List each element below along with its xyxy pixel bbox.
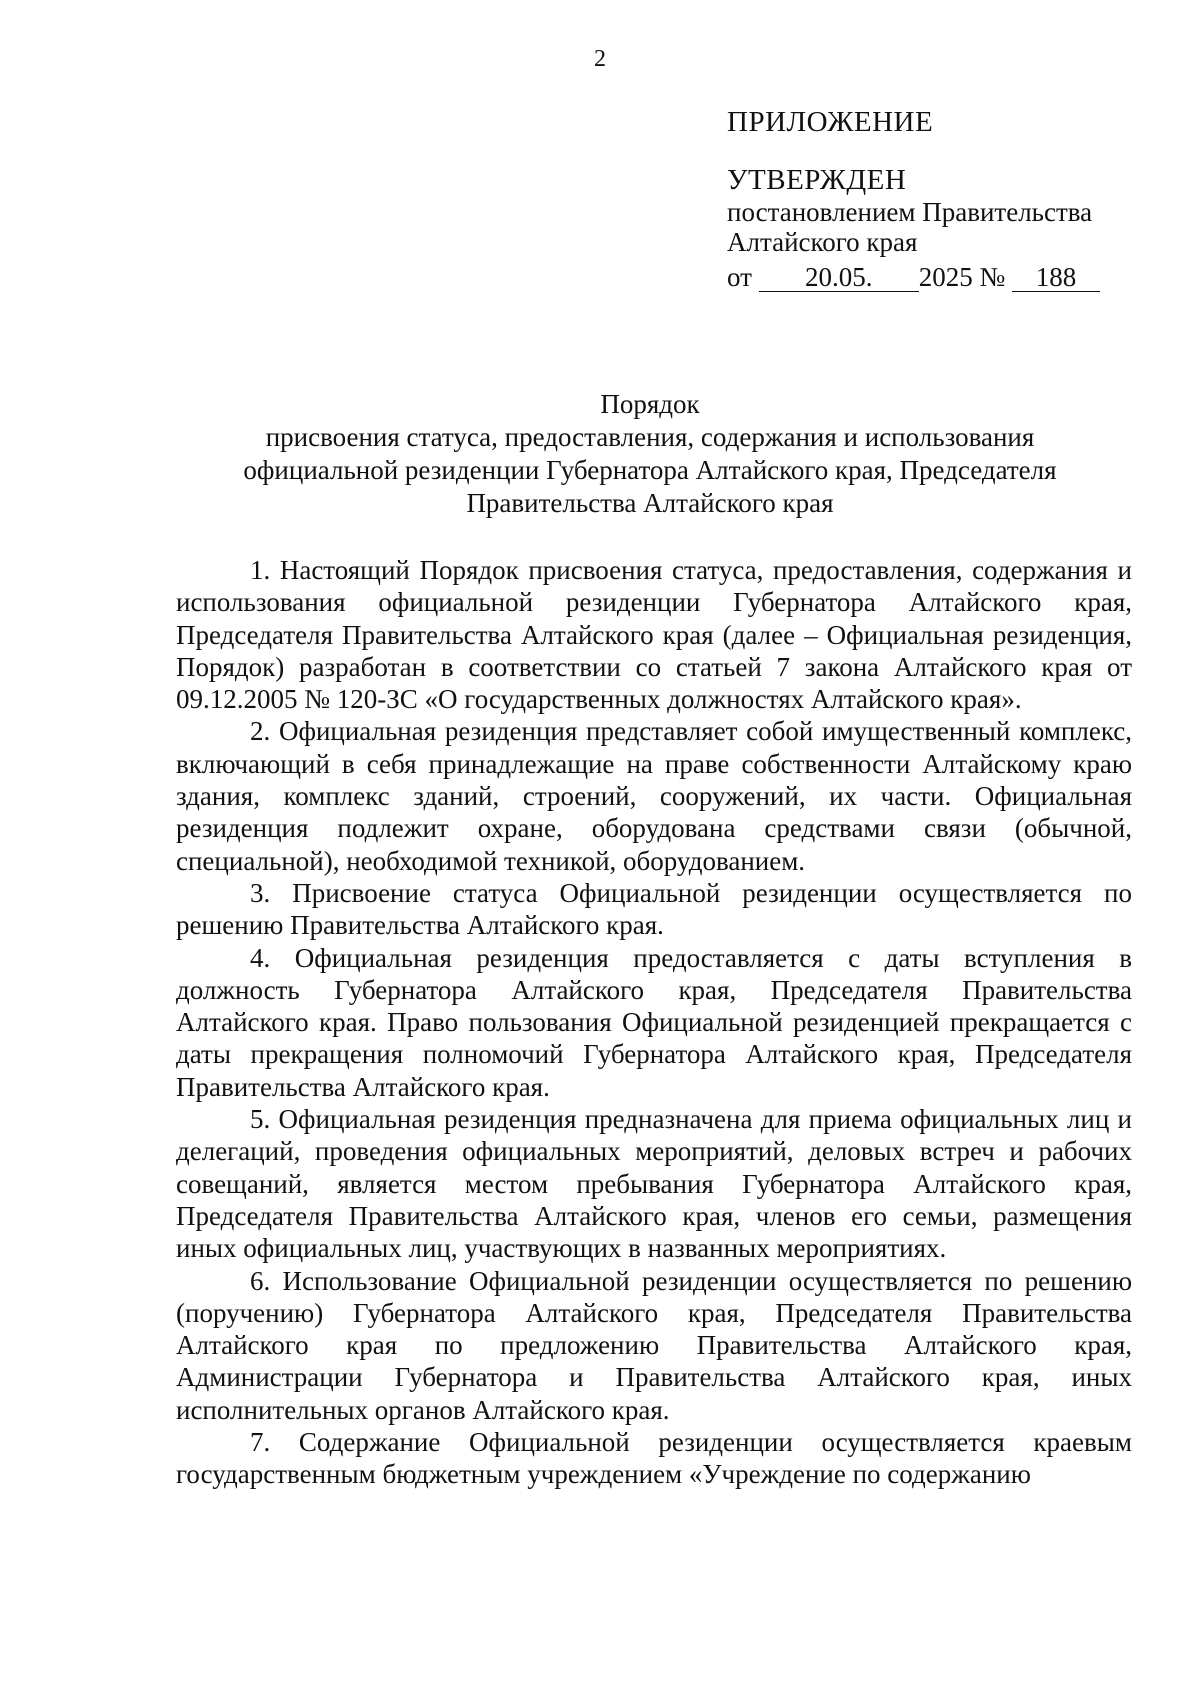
approved-by-line-2: Алтайского края bbox=[727, 227, 918, 257]
document-title bbox=[170, 388, 1130, 520]
approved-label: УТВЕРЖДЕН bbox=[727, 164, 907, 196]
appendix-block bbox=[727, 105, 1167, 293]
resolution-date-row bbox=[727, 261, 1167, 293]
resolution-number: 188 bbox=[1012, 263, 1100, 292]
document-body bbox=[176, 554, 1132, 1491]
title-line-1: присвоения статуса, предоставления, содержания и использования bbox=[265, 422, 1035, 452]
paragraph-3: 3. Присвоение статуса Официальной резиденции осуществляется по решению Правительства Алтайского края. bbox=[176, 877, 1132, 941]
title-main: Порядок bbox=[600, 389, 700, 419]
paragraph-1: 1. Настоящий Порядок присвоения статуса, предоставления, содержания и использования официальной резиденции Губернатора Алтайского края, Председателя Правительства Алтайского края (далее – Официальная резиденция, Порядок) разработан в соответствии со статьей 7 закона Алтайского края от 09.12.2005 № 120-ЗС «О государственных должностях Алтайского края». bbox=[176, 555, 1132, 715]
number-sign: № bbox=[979, 262, 1006, 292]
paragraph-7: 7. Содержание Официальной резиденции осуществляется краевым государственным бюджетным учреждением «Учреждение по содержанию bbox=[176, 1427, 1132, 1490]
approved-by-line-1: постановлением Правительства bbox=[727, 197, 1093, 227]
resolution-date: 20.05. bbox=[759, 263, 919, 292]
paragraph-4: 4. Официальная резиденция предоставляется с даты вступления в должность Губернатора Алтайского края, Председателя Правительства Алтайского края. Право пользования Официальной резиденцией прекращается с даты прекращения полномочий Губернатора Алтайского края, Председателя Правительства Алтайского края. bbox=[176, 942, 1132, 1102]
paragraph-5: 5. Официальная резиденция предназначена для приема официальных лиц и делегаций, проведения официальных мероприятий, деловых встреч и рабочих совещаний, является местом пребывания Губернатора Алтайского края, Председателя Правительства Алтайского края, членов его семьи, размещения иных официальных лиц, участвующих в названных мероприятиях. bbox=[176, 1104, 1132, 1264]
title-line-2: официальной резиденции Губернатора Алтайского края, Председателя bbox=[243, 455, 1057, 485]
date-prefix: от bbox=[727, 262, 752, 292]
resolution-year: 2025 bbox=[918, 262, 973, 292]
appendix-label: ПРИЛОЖЕНИЕ bbox=[727, 106, 934, 138]
page-number: 2 bbox=[594, 46, 606, 72]
paragraph-2: 2. Официальная резиденция представляет собой имущественный комплекс, включающий в себя принадлежащие на праве собственности Алтайскому краю здания, комплекс зданий, строений, сооружений, их части. Официальная резиденция подлежит охране, оборудована средствами связи (обычной, специальной), необходимой техникой, оборудованием. bbox=[176, 716, 1132, 876]
paragraph-6: 6. Использование Официальной резиденции осуществляется по решению (поручению) Губернатора Алтайского края, Председателя Правительства Алтайского края по предложению Правительства Алтайского края, Администрации Губернатора и Правительства Алтайского края, иных исполнительных органов Алтайского края. bbox=[176, 1265, 1132, 1425]
title-line-3: Правительства Алтайского края bbox=[466, 488, 834, 518]
